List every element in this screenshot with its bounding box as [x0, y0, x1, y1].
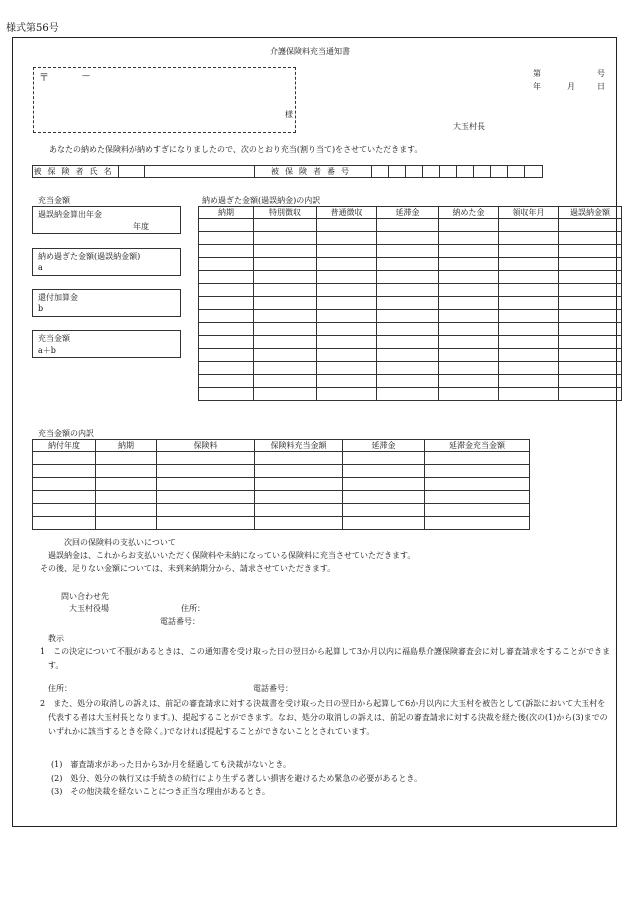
table-cell [499, 232, 559, 245]
table-cell [377, 271, 439, 284]
table-cell [254, 349, 317, 362]
table-row [33, 504, 530, 517]
table-cell [199, 232, 254, 245]
notice-item-1-phone: 電話番号： [253, 684, 293, 693]
overpay-year-label: 過誤納金算出年金 [38, 210, 102, 219]
honorific-sama: 様 [285, 110, 293, 119]
contact-office: 大玉村役場 [69, 604, 109, 613]
table-cell [199, 297, 254, 310]
overpaid-amount-box [32, 248, 181, 276]
table-cell [499, 323, 559, 336]
table-cell [157, 491, 255, 504]
table-cell [439, 375, 499, 388]
insured-number-digit [372, 166, 389, 178]
allocation-breakdown-table [32, 439, 530, 530]
table-cell [425, 478, 530, 491]
notice-item-2: 2 また、処分の取消しの訴えは、前記の審査請求に対する決裁書を受け取った日の翌日から起算して6か月以内に大玉村を被告として(訴訟において大玉村を代表する者は大玉村長となります。)、提起することができます。なお、処分の取消しの訴えは、前記の審査請求に対する決裁を経た後(次の(1)から(3)までのいずれかに該当するときを除く。)でなければ提起することができないこととされています。 [40, 699, 608, 736]
column-header: 延滞金 [343, 440, 425, 452]
table-cell [96, 504, 157, 517]
table-cell [559, 245, 622, 258]
table-row [199, 232, 622, 245]
table-cell [199, 271, 254, 284]
table-cell [317, 388, 377, 401]
table-cell [343, 491, 425, 504]
table-cell [439, 349, 499, 362]
column-header: 領収年月 [499, 207, 559, 219]
table-cell [425, 452, 530, 465]
table-cell [157, 517, 255, 530]
insured-number-label: 被保険者番号 [255, 166, 372, 178]
insured-number-digit [474, 166, 491, 178]
table-row [199, 284, 622, 297]
contact-phone-label: 電話番号： [160, 617, 200, 626]
table-cell [377, 375, 439, 388]
table-cell [254, 310, 317, 323]
table-row [33, 517, 530, 530]
table-header-row [199, 207, 622, 219]
allocation-total-label: 充当金額 [38, 334, 70, 343]
table-cell [199, 245, 254, 258]
date-hi: 日 [597, 82, 605, 91]
table-cell [439, 336, 499, 349]
table-cell [199, 362, 254, 375]
table-cell [255, 452, 343, 465]
column-header: 納付年度 [33, 440, 96, 452]
column-header: 延滞金充当金額 [425, 440, 530, 452]
table-cell [317, 219, 377, 232]
refund-addition-label: 還付加算金 [38, 293, 78, 302]
table-cell [343, 452, 425, 465]
table-cell [439, 323, 499, 336]
table-cell [199, 258, 254, 271]
table-row [199, 375, 622, 388]
table-row [199, 258, 622, 271]
table-cell [499, 336, 559, 349]
date-tsuki: 月 [567, 82, 575, 91]
table-cell [317, 323, 377, 336]
table-cell [254, 258, 317, 271]
table-cell [559, 297, 622, 310]
table-cell [157, 452, 255, 465]
table-cell [439, 271, 499, 284]
table-cell [499, 271, 559, 284]
next-payment-line2: その後、足りない金額については、未到来納期分から、請求させていただきます。 [40, 564, 336, 573]
notice-sub-3: (3) その他決裁を経ないことにつき正当な理由があるとき。 [51, 787, 270, 796]
intro-text: あなたの納めた保険料が納めすぎになりましたので、次のとおり充当(割り当て)をさせていただきます。 [49, 145, 423, 154]
table-cell [254, 219, 317, 232]
table-cell [199, 349, 254, 362]
table-row [199, 362, 622, 375]
overpaid-amount-label: 納め過ぎた金額(過誤納金額) [38, 252, 141, 261]
table-row [199, 310, 622, 323]
contact-address-label: 住所： [181, 604, 205, 613]
column-header: 延滞金 [377, 207, 439, 219]
table-cell [425, 491, 530, 504]
table-cell [377, 297, 439, 310]
table-row [33, 491, 530, 504]
table-cell [343, 465, 425, 478]
table-cell [254, 271, 317, 284]
notice-sub-2: (2) 処分、処分の執行又は手続きの続行により生ずる著しい損害を避けるため緊急の必要があるとき。 [51, 774, 423, 783]
table-cell [199, 219, 254, 232]
table-cell [377, 219, 439, 232]
table-cell [317, 258, 377, 271]
table-cell [499, 310, 559, 323]
table-cell [559, 284, 622, 297]
table-cell [439, 388, 499, 401]
table-row [199, 297, 622, 310]
table-cell [499, 375, 559, 388]
table-cell [343, 478, 425, 491]
insured-name-cell [119, 166, 145, 178]
table-row [199, 219, 622, 232]
table-cell [377, 349, 439, 362]
table-cell [425, 465, 530, 478]
table-cell [317, 297, 377, 310]
document-title: 介護保険料充当通知書 [270, 47, 350, 56]
table-cell [254, 362, 317, 375]
table-cell [199, 284, 254, 297]
table-cell [499, 245, 559, 258]
insured-info-table [32, 165, 543, 178]
table-cell [343, 504, 425, 517]
table-cell [254, 232, 317, 245]
table-cell [439, 284, 499, 297]
table-cell [559, 232, 622, 245]
table-cell [439, 232, 499, 245]
overpay-year-box [32, 206, 181, 234]
column-header: 普通徴収 [317, 207, 377, 219]
table-cell [254, 323, 317, 336]
table-cell [559, 310, 622, 323]
table-cell [439, 362, 499, 375]
date-nen: 年 [533, 82, 541, 91]
notice-item-1-address: 住所： [48, 684, 72, 693]
breakdown-heading: 充当金額の内訳 [38, 429, 94, 438]
table-cell [255, 465, 343, 478]
table-cell [254, 245, 317, 258]
doc-no-go: 号 [597, 69, 605, 78]
table-cell [499, 219, 559, 232]
insured-number-digit [440, 166, 457, 178]
table-cell [439, 245, 499, 258]
insured-number-digit [389, 166, 406, 178]
table-cell [377, 232, 439, 245]
table-row [199, 336, 622, 349]
refund-addition-box [32, 289, 181, 317]
insured-number-digit [491, 166, 508, 178]
table-cell [377, 323, 439, 336]
allocation-total-box [32, 330, 181, 358]
address-box [33, 67, 296, 133]
allocation-total-formula: a＋b [38, 346, 56, 355]
table-cell [559, 323, 622, 336]
insured-number-digit [525, 166, 543, 178]
table-cell [199, 310, 254, 323]
table-row [33, 465, 530, 478]
table-cell [96, 465, 157, 478]
table-cell [559, 362, 622, 375]
table-row [199, 245, 622, 258]
notice-heading: 教示 [48, 634, 64, 643]
table-cell [157, 465, 255, 478]
table-cell [439, 219, 499, 232]
table-cell [33, 465, 96, 478]
contact-heading: 問い合わせ先 [61, 592, 109, 601]
table-cell [425, 504, 530, 517]
table-cell [377, 284, 439, 297]
table-cell [377, 362, 439, 375]
table-cell [559, 219, 622, 232]
table-row [33, 452, 530, 465]
table-cell [255, 504, 343, 517]
column-header: 保険料 [157, 440, 255, 452]
table-header-row [33, 440, 530, 452]
table-cell [559, 336, 622, 349]
table-cell [377, 310, 439, 323]
table-cell [499, 349, 559, 362]
overpay-year-suffix: 年度 [133, 222, 149, 231]
table-cell [254, 336, 317, 349]
column-header: 納期 [199, 207, 254, 219]
table-cell [33, 452, 96, 465]
table-cell [255, 491, 343, 504]
table-cell [559, 388, 622, 401]
table-cell [317, 284, 377, 297]
table-row [199, 323, 622, 336]
postal-dash: — [82, 71, 90, 80]
table-cell [33, 504, 96, 517]
table-cell [439, 258, 499, 271]
table-cell [559, 258, 622, 271]
table-cell [199, 336, 254, 349]
next-payment-heading: 次回の保険料の支払いについて [64, 538, 176, 547]
table-cell [33, 491, 96, 504]
table-cell [157, 478, 255, 491]
insured-name-label: 被保険者氏名 [33, 166, 118, 176]
table-cell [199, 375, 254, 388]
insured-number-digit [423, 166, 440, 178]
postal-mark: 〒 [39, 73, 49, 84]
table-cell [317, 349, 377, 362]
table-cell [559, 271, 622, 284]
table-row [199, 271, 622, 284]
table-cell [317, 375, 377, 388]
table-cell [439, 310, 499, 323]
overpaid-amount-symbol: a [38, 263, 43, 272]
table-cell [317, 271, 377, 284]
table-row [33, 478, 530, 491]
table-cell [317, 245, 377, 258]
refund-addition-symbol: b [38, 304, 44, 313]
table-cell [377, 258, 439, 271]
table-cell [255, 478, 343, 491]
next-payment-line1: 過誤納金は、これからお支払いいただく保険料や未納になっている保険料に充当させていただきます。 [48, 551, 416, 560]
doc-no-dai: 第 [533, 69, 541, 78]
column-header: 保険料充当金額 [255, 440, 343, 452]
table-cell [254, 388, 317, 401]
table-cell [254, 375, 317, 388]
overpay-breakdown-table [198, 206, 622, 401]
table-cell [96, 478, 157, 491]
form-number: 様式第56号 [6, 23, 59, 34]
table-cell [377, 245, 439, 258]
table-cell [499, 388, 559, 401]
issuer-name: 大玉村長 [453, 122, 485, 131]
table-cell [377, 336, 439, 349]
table-cell [33, 517, 96, 530]
table-cell [499, 362, 559, 375]
table-cell [343, 517, 425, 530]
table-cell [425, 517, 530, 530]
insured-name-cell [145, 166, 255, 178]
table-cell [317, 232, 377, 245]
overpay-breakdown-heading: 納め過ぎた金額(過誤納金)の内訳 [202, 196, 321, 205]
column-header: 納めた金 [439, 207, 499, 219]
allocation-heading: 充当金額 [38, 196, 70, 205]
table-cell [499, 284, 559, 297]
table-cell [559, 375, 622, 388]
table-cell [317, 310, 377, 323]
insured-number-digit [457, 166, 474, 178]
table-cell [199, 388, 254, 401]
table-cell [377, 388, 439, 401]
column-header: 特別徴収 [254, 207, 317, 219]
table-cell [33, 478, 96, 491]
table-cell [499, 297, 559, 310]
notice-sub-1: (1) 審査請求があった日から3か月を経過しても決裁がないとき。 [51, 760, 292, 769]
insured-number-digit [508, 166, 525, 178]
table-cell [439, 297, 499, 310]
table-cell [96, 491, 157, 504]
column-header: 納期 [96, 440, 157, 452]
notice-item-1: 1 この決定について不服があるときは、この通知書を受け取った日の翌日から起算して3か月以内に福島県介護保険審査会に対し審査請求をすることができます。 [40, 647, 611, 670]
table-cell [254, 297, 317, 310]
table-row [199, 388, 622, 401]
table-cell [499, 258, 559, 271]
table-cell [96, 517, 157, 530]
table-row [199, 349, 622, 362]
table-cell [254, 284, 317, 297]
table-cell [255, 517, 343, 530]
table-cell [96, 452, 157, 465]
table-cell [157, 504, 255, 517]
insured-number-digit [406, 166, 423, 178]
table-cell [199, 323, 254, 336]
column-header: 過誤納金額 [559, 207, 622, 219]
table-cell [559, 349, 622, 362]
table-cell [317, 336, 377, 349]
table-cell [317, 362, 377, 375]
